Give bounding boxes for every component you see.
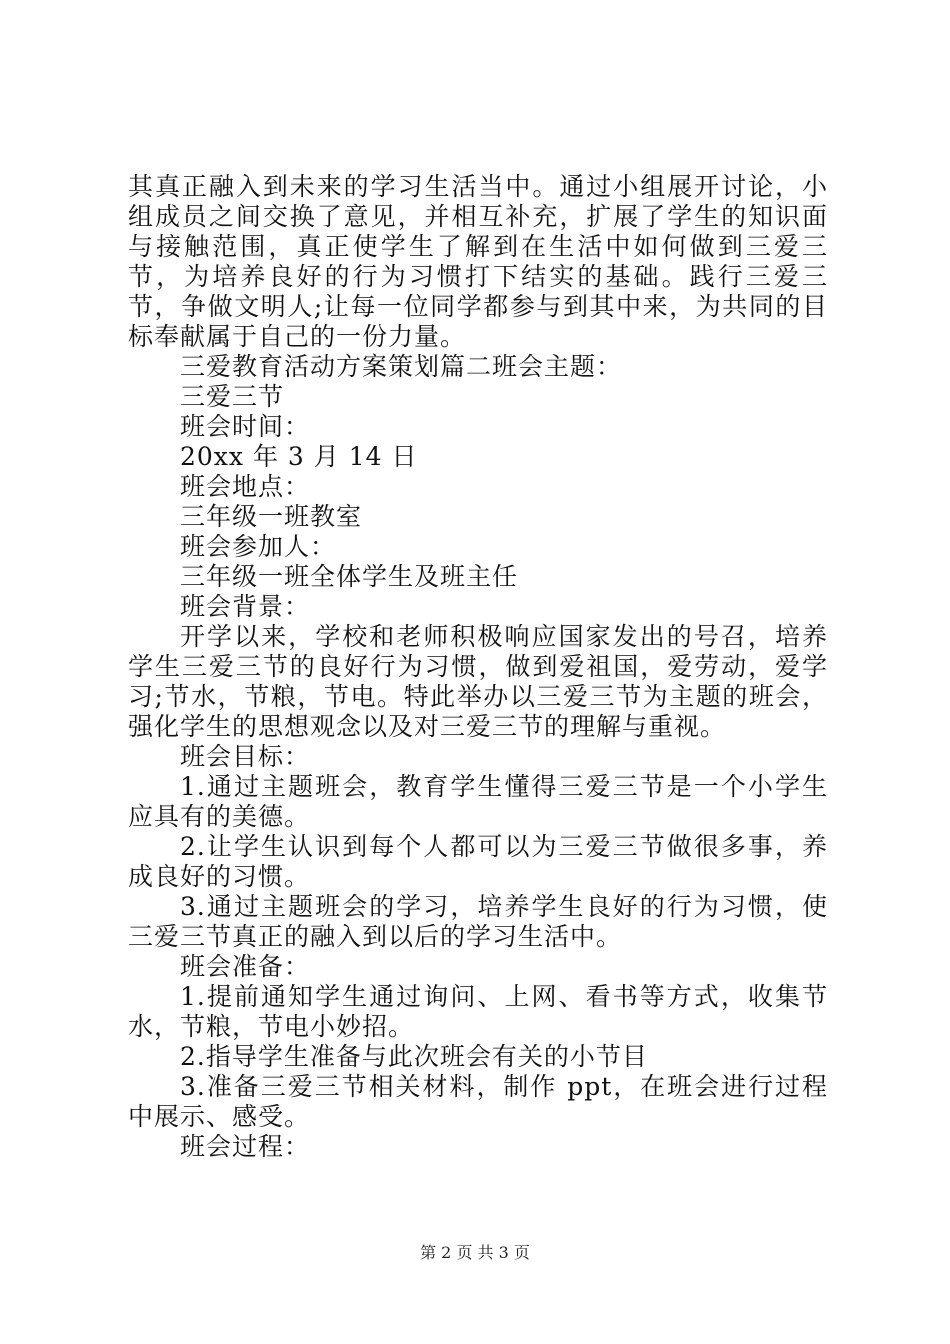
paragraph-3: 班会时间：	[180, 412, 311, 441]
paragraph-17: 2.指导学生准备与此次班会有关的小节目	[180, 1042, 648, 1071]
page-footer: 第 2 页 共 3 页	[420, 1243, 530, 1262]
paragraph-7: 班会参加人：	[180, 532, 337, 561]
paragraph-9: 班会背景：	[180, 592, 311, 621]
paragraph-10: 开学以来，学校和老师积极响应国家发出的号召，培养学生三爱三节的良好行为习惯，做到爱祖国，爱劳动，爱学习;节水，节粮，节电。特此举办以三爱三节为主题的班会，强化学生的思想观念以及对三爱三节的理解与重视。	[128, 622, 828, 741]
document-body	[128, 172, 828, 1162]
paragraph-15: 班会准备：	[180, 952, 311, 981]
paragraph-14: 3.通过主题班会的学习，培养学生良好的行为习惯，使三爱三节真正的融入到以后的学习生活中。	[128, 892, 828, 951]
paragraph-2: 三爱三节	[180, 382, 285, 411]
paragraph-19: 班会过程：	[180, 1132, 311, 1161]
paragraph-13: 2.让学生认识到每个人都可以为三爱三节做很多事，养成良好的习惯。	[128, 832, 828, 891]
paragraph-11: 班会目标：	[180, 742, 311, 771]
paragraph-12: 1.通过主题班会，教育学生懂得三爱三节是一个小学生应具有的美德。	[128, 772, 828, 831]
paragraph-0: 其真正融入到未来的学习生活当中。通过小组展开讨论，小组成员之间交换了意见，并相互补充，扩展了学生的知识面与接触范围，真正使学生了解到在生活中如何做到三爱三节，为培养良好的行为习惯打下结实的基础。践行三爱三节，争做文明人;让每一位同学都参与到其中来，为共同的目标奉献属于自己的一份力量。	[128, 172, 828, 351]
paragraph-18: 3.准备三爱三节相关材料，制作 ppt，在班会进行过程中展示、感受。	[128, 1072, 828, 1131]
paragraph-6: 三年级一班教室	[180, 502, 363, 531]
paragraph-1: 三爱教育活动方案策划篇二班会主题：	[180, 352, 623, 381]
paragraph-5: 班会地点：	[180, 472, 311, 501]
paragraph-16: 1.提前通知学生通过询问、上网、看书等方式，收集节水，节粮，节电小妙招。	[128, 982, 828, 1041]
paragraph-4: 20xx 年 3 月 14 日	[180, 442, 418, 471]
paragraph-8: 三年级一班全体学生及班主任	[180, 562, 519, 591]
